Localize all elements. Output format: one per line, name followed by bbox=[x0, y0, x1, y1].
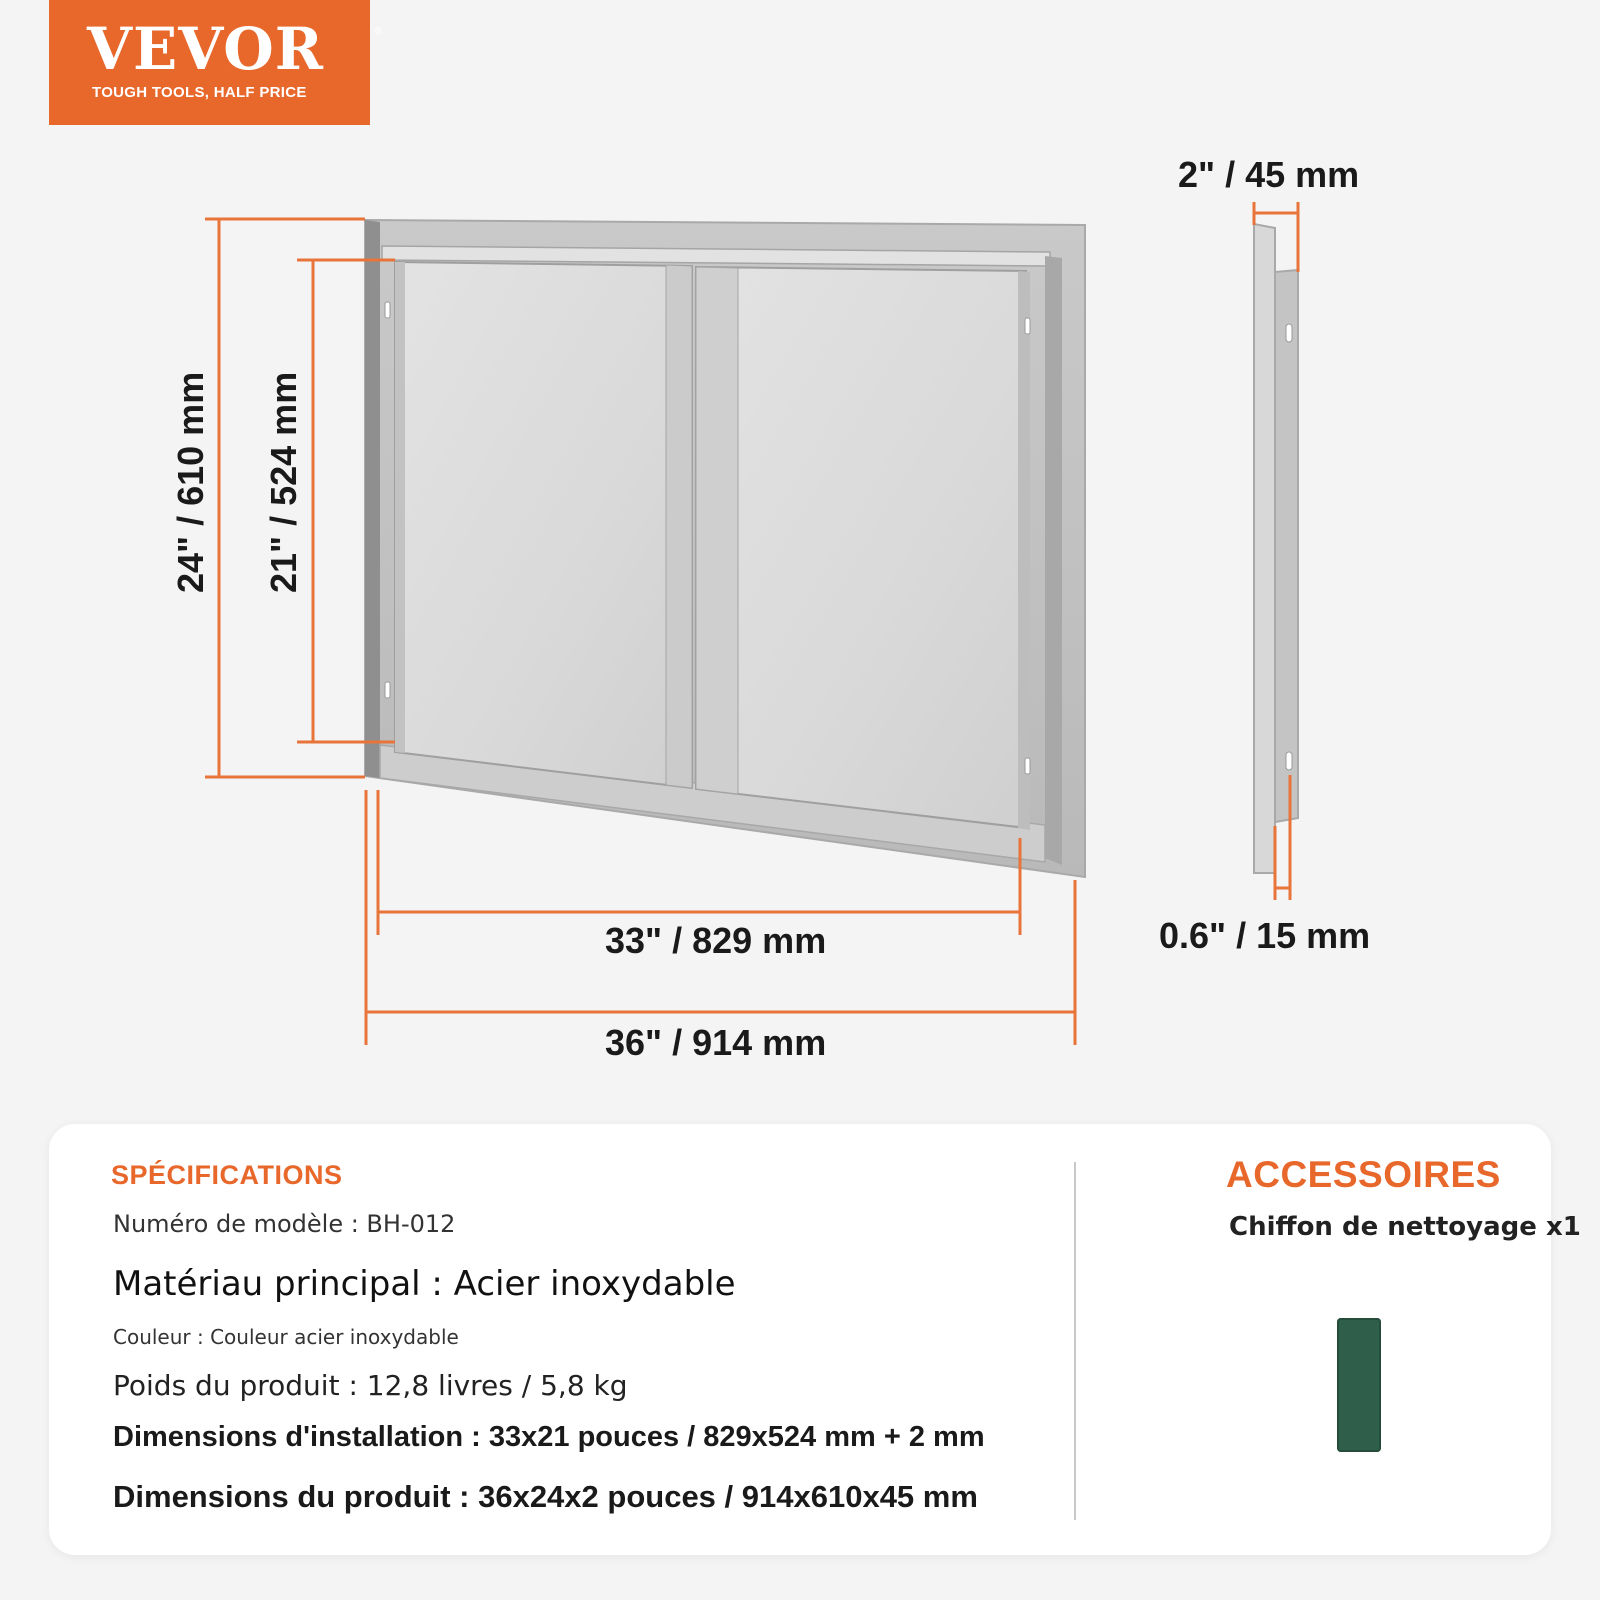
spec-install-dimensions: Dimensions d'installation : 33x21 pouces / 829x524 mm + 2 mm bbox=[113, 1421, 985, 1453]
accessory-item-cleaning-cloth: Chiffon de nettoyage x1 bbox=[1229, 1212, 1581, 1242]
spec-weight: Poids du produit : 12,8 livres / 5,8 kg bbox=[113, 1369, 628, 1402]
specifications-card bbox=[49, 1124, 1581, 1555]
depth-label: 2" / 45 mm bbox=[1178, 154, 1360, 195]
specifications-title: SPÉCIFICATIONS bbox=[111, 1160, 343, 1190]
flange-thickness-label: 0.6" / 15 mm bbox=[1159, 915, 1371, 956]
registered-mark: ® bbox=[375, 26, 383, 37]
spec-material: Matériau principal : Acier inoxydable bbox=[113, 1264, 736, 1304]
brand-tagline: TOUGH TOOLS, HALF PRICE bbox=[92, 84, 307, 101]
spec-product-dimensions: Dimensions du produit : 36x24x2 pouces / 914x610x45 mm bbox=[113, 1479, 978, 1514]
opening-width-label: 33" / 829 mm bbox=[605, 920, 827, 961]
spec-color: Couleur : Couleur acier inoxydable bbox=[113, 1325, 459, 1349]
card-divider bbox=[1074, 1162, 1076, 1520]
overall-height-label: 24" / 610 mm bbox=[170, 371, 211, 593]
accessories-title: ACCESSOIRES bbox=[1226, 1154, 1501, 1195]
brand-name: VEVOR bbox=[87, 15, 324, 83]
right-door bbox=[696, 267, 1030, 830]
opening-height-label: 21" / 524 mm bbox=[263, 371, 304, 593]
left-door bbox=[395, 262, 692, 788]
spec-model-number: Numéro de modèle : BH-012 bbox=[113, 1210, 456, 1238]
overall-width-label: 36" / 914 mm bbox=[605, 1022, 827, 1063]
cleaning-sponge-image bbox=[1337, 1318, 1381, 1452]
